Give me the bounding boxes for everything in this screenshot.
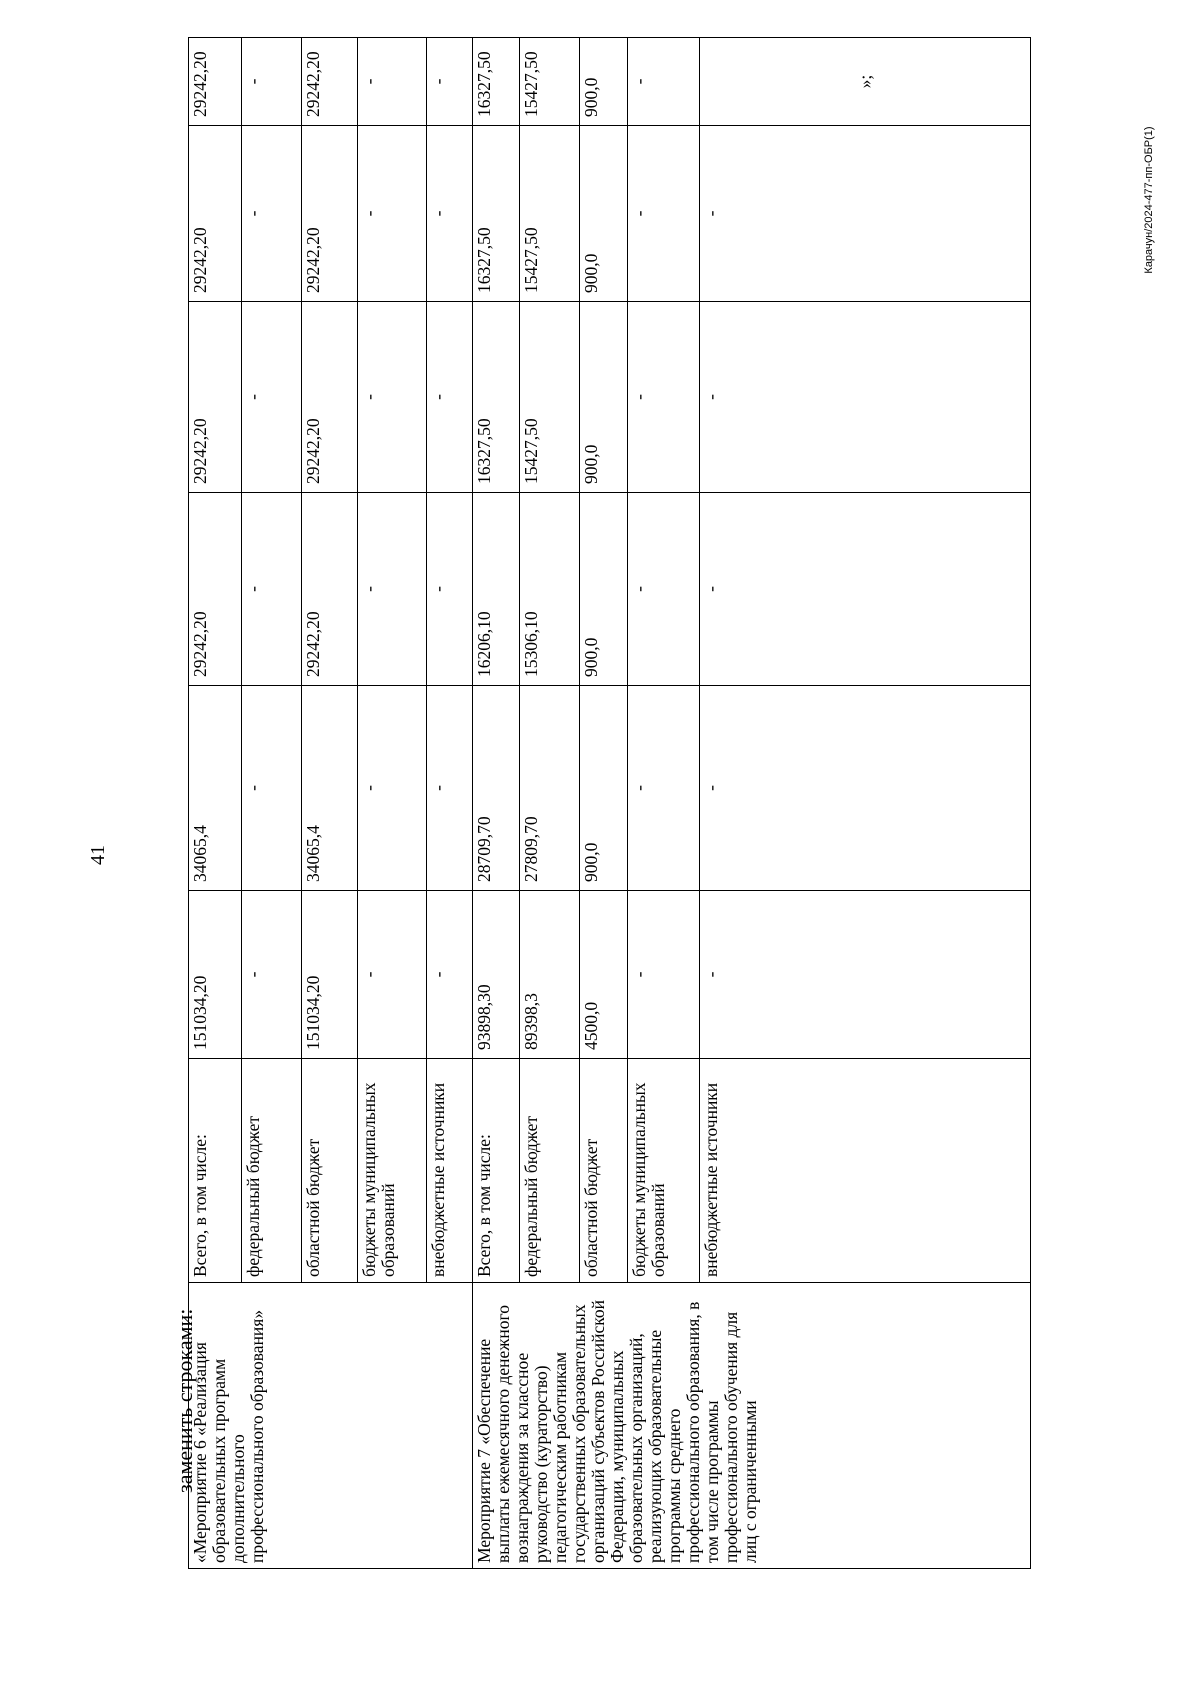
funding-source: внебюджетные источники [700,1059,1031,1283]
table-row [472,38,519,1569]
year-value: - [628,493,700,686]
year-value: - [426,686,472,891]
total-value: - [426,891,472,1059]
year-value: - [358,302,426,493]
measure-name: Мероприятие 7 «Обеспечение выплаты ежемесячного денежного вознаграждения за классное руководство (кураторство) педагогическим работникам государственных образовательных организаций субъектов Российской Федерации, муниципальных образовательных организаций, реализующих образовательные программы среднего профессионального образования, в том числе программы профессионального обучения для лиц с ограниченными [472,1283,1030,1569]
funding-source: Всего, в том числе: [189,1059,242,1283]
table-row [189,38,242,1569]
year-value: 29242,20 [189,302,242,493]
page-number: 41 [87,845,109,865]
year-value: 900,0 [579,686,627,891]
year-value: 29242,20 [302,126,358,302]
total-value: - [358,891,426,1059]
year-value: - [358,686,426,891]
year-value: - [242,493,302,686]
year-value: - [628,302,700,493]
year-value: - [700,126,1031,302]
year-value: 900,0 [579,126,627,302]
measure-name: «Мероприятие 6 «Реализация образовательных программ дополнительного профессионального образования» [189,1283,473,1569]
year-value: - [700,302,1031,493]
year-value: 900,0 [579,493,627,686]
funding-source: бюджеты муниципальных образований [628,1059,700,1283]
year-value: 29242,20 [302,493,358,686]
year-value: 34065,4 [189,686,242,891]
year-value: 27809,70 [519,686,579,891]
year-value: - [242,38,302,126]
year-value: 29242,20 [189,126,242,302]
funding-source: областной бюджет [579,1059,627,1283]
document-footer: Карачун/2024-477-пп-ОБР(1) [1143,126,1155,274]
total-value: 151034,20 [302,891,358,1059]
year-value: 29242,20 [189,493,242,686]
intro-text: заменить строками: [172,1308,197,1493]
year-value: 28709,70 [472,686,519,891]
year-value: - [242,686,302,891]
funding-source: бюджеты муниципальных образований [358,1059,426,1283]
year-value: - [358,38,426,126]
year-value: - [426,302,472,493]
year-value: 15427,50 [519,126,579,302]
funding-source: федеральный бюджет [242,1059,302,1283]
total-value: - [242,891,302,1059]
year-value: 900,0 [579,38,627,126]
funding-source: Всего, в том числе: [472,1059,519,1283]
year-value: - [628,126,700,302]
total-value: 4500,0 [579,891,627,1059]
year-value: - [426,38,472,126]
closing-quote: »; [700,38,1031,126]
total-value: 93898,30 [472,891,519,1059]
year-value: 15306,10 [519,493,579,686]
year-value: 29242,20 [302,302,358,493]
year-value: 16327,50 [472,38,519,126]
year-value: - [628,38,700,126]
year-value: - [628,686,700,891]
year-value: 34065,4 [302,686,358,891]
year-value: - [358,126,426,302]
year-value: 15427,50 [519,38,579,126]
total-value: 89398,3 [519,891,579,1059]
year-value: - [242,302,302,493]
year-value: - [426,126,472,302]
total-value: - [700,891,1031,1059]
funding-source: внебюджетные источники [426,1059,472,1283]
year-value: - [700,686,1031,891]
year-value: 16327,50 [472,126,519,302]
funding-table [188,37,1031,1569]
year-value: 29242,20 [302,38,358,126]
year-value: 15427,50 [519,302,579,493]
year-value: 29242,20 [189,38,242,126]
year-value: - [358,493,426,686]
funding-source: федеральный бюджет [519,1059,579,1283]
year-value: 16206,10 [472,493,519,686]
total-value: - [628,891,700,1059]
total-value: 151034,20 [189,891,242,1059]
year-value: 900,0 [579,302,627,493]
year-value: 16327,50 [472,302,519,493]
funding-source: областной бюджет [302,1059,358,1283]
year-value: - [700,493,1031,686]
year-value: - [242,126,302,302]
year-value: - [426,493,472,686]
